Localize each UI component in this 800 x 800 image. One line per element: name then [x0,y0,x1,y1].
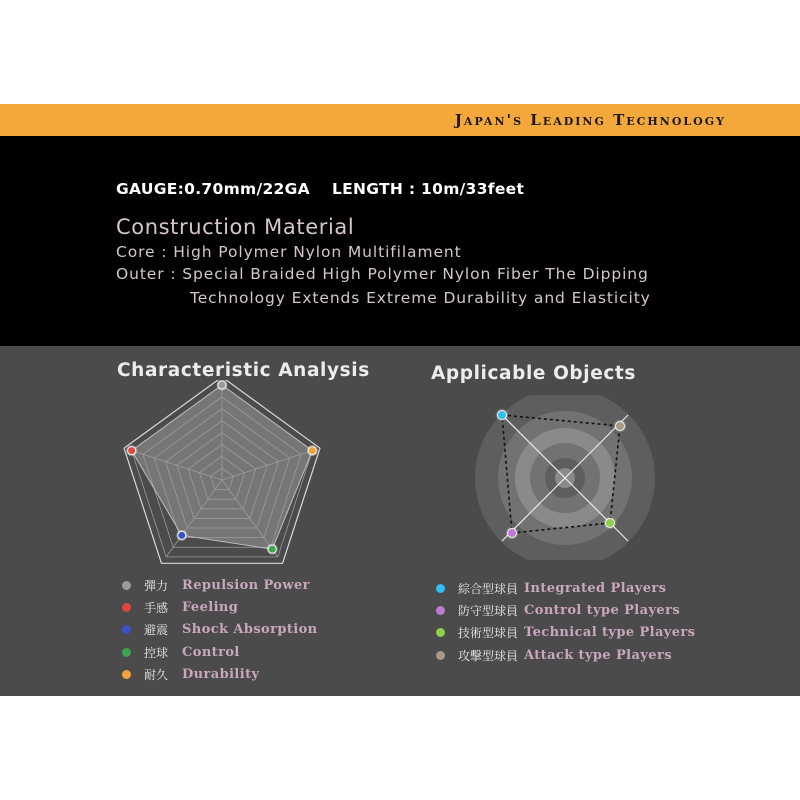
legend-label: Durability [182,666,260,682]
characteristic-legend [122,574,318,685]
repulsion-dot [122,581,131,590]
attack-type-dot [436,651,445,660]
radar-point [178,531,186,539]
legend-cjk: 避震 [144,623,169,638]
technical-type-dot [436,628,445,637]
target-point [498,411,507,420]
legend-item [436,599,695,621]
legend-label: Attack type Players [524,647,672,663]
gauge-spec: GAUGE:0.70mm/22GA [116,180,310,198]
shock-dot [122,625,131,634]
radar-point [308,447,316,455]
spec-panel [0,136,800,346]
legend-cjk: 控球 [144,645,169,660]
legend-item [122,619,318,641]
legend-cjk: 綜合型球員 [458,581,519,596]
legend-label: Repulsion Power [182,577,310,593]
legend-label: Integrated Players [524,580,667,596]
radar-point [128,447,136,455]
legend-label: Feeling [182,599,239,615]
integrated-dot [436,584,445,593]
outer-material-line2: Technology Extends Extreme Durability and Elasticity [190,289,651,307]
legend-cjk: 防守型球員 [458,603,519,618]
spec-line [116,180,524,198]
legend-item [436,644,695,666]
characteristic-radar-chart [100,380,360,580]
control-type-dot [436,606,445,615]
banner-tagline: Japan's Leading Technology [454,111,726,129]
legend-cjk: 彈力 [144,578,169,593]
length-spec: LENGTH : 10m/33feet [331,180,525,198]
legend-label: Shock Absorption [182,622,318,638]
legend-item [122,641,318,663]
legend-cjk: 攻擊型球員 [458,648,519,663]
radar-point [268,545,276,553]
radar-point [218,381,226,389]
applicable-target-chart [470,395,670,560]
control-dot [122,648,131,657]
legend-item [436,622,695,644]
legend-label: Technical type Players [524,625,696,641]
durability-dot [122,670,131,679]
top-banner [0,104,800,136]
target-point [606,519,615,528]
target-point [508,529,517,538]
applicable-legend [436,577,695,666]
outer-material-line1: Outer : Special Braided High Polymer Nylon Fiber The Dipping [116,265,649,283]
legend-cjk: 技術型球員 [458,626,519,641]
applicable-title: Applicable Objects [431,363,636,384]
legend-cjk: 耐久 [144,667,169,682]
legend-cjk: 手感 [144,600,169,615]
legend-item [122,663,318,685]
legend-item [122,574,318,596]
legend-label: Control [182,644,240,660]
legend-label: Control type Players [524,602,681,618]
core-material: Core : High Polymer Nylon Multifilament [116,243,462,261]
feeling-dot [122,603,131,612]
legend-item [122,596,318,618]
characteristic-title: Characteristic Analysis [117,360,370,381]
legend-item [436,577,695,599]
construction-title: Construction Material [116,215,355,239]
radar-value-area [132,385,313,549]
target-point [616,422,625,431]
